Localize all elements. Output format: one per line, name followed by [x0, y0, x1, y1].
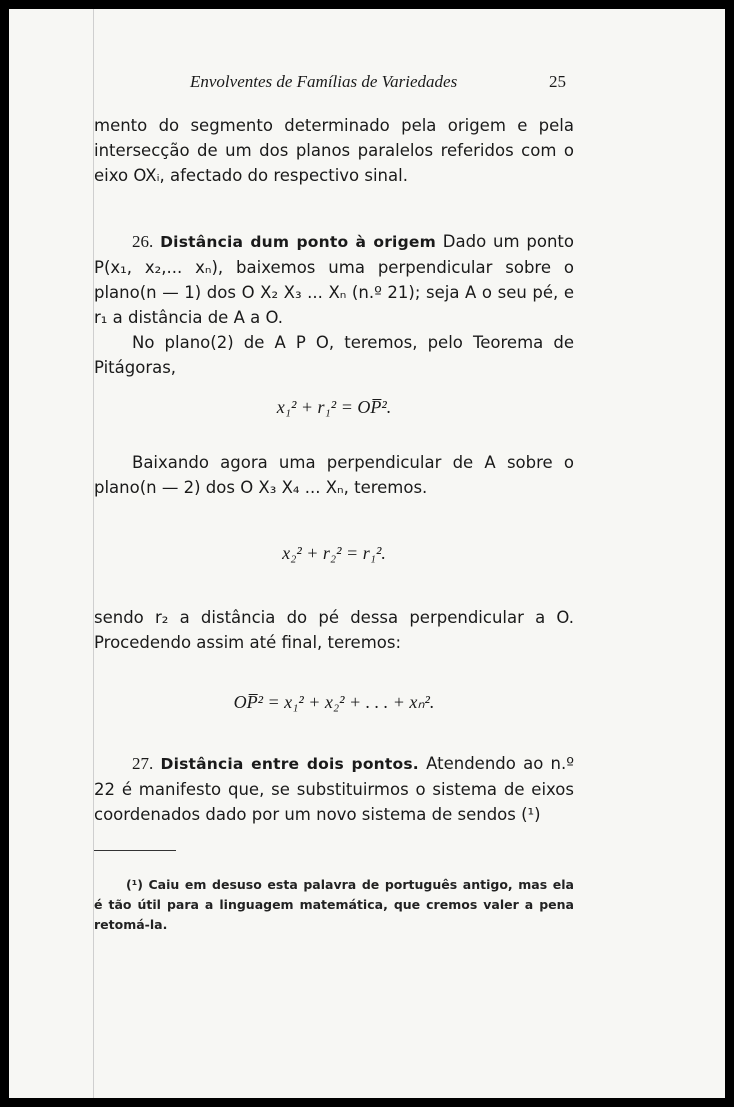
continuation-paragraph [94, 113, 574, 188]
paragraph-text: mento do segmento determinado pela origem e pela intersecção de um dos planos paralelos referidos com o eixo OXᵢ, afectado do respectivo sinal. [94, 116, 574, 185]
footnote-text: (¹) Caiu em desuso esta palavra de português antigo, mas ela é tão útil para a linguagem matemática, que cremos valer a pena retomá-la. [94, 877, 574, 932]
paragraph-block [94, 450, 574, 500]
footnote-separator [94, 850, 176, 851]
section-body: Atendendo ao n.º 22 é manifesto que, se substituirmos o sistema de eixos coordenados dado por um novo sistema de sendos (¹) [94, 754, 575, 824]
running-header [9, 72, 725, 94]
section-26 [94, 229, 574, 380]
section-body: Dado um ponto P(x₁, x₂,... xₙ), baixemos uma perpendicular sobre o plano(n — 1) dos O X₂ X₃ ... Xₙ (n.º 21); seja A o seu pé, e r₁ a distância de A a O. [94, 232, 574, 327]
paragraph-block [94, 605, 574, 655]
equation-1: x₁² + r₁² = OP̅². [276, 397, 392, 417]
equation-3: OP̅² = x₁² + x₂² + . . . + xₙ². [233, 692, 435, 712]
footnote [94, 875, 574, 935]
page-number: 25 [549, 72, 566, 91]
paragraph-text: sendo r₂ a distância do pé dessa perpendicular a O. Procedendo assim até final, teremos: [94, 608, 574, 652]
section-number: 27. [132, 754, 154, 773]
section-number: 26. [132, 232, 154, 251]
equation-2: x₂² + r₂² = r₁². [282, 543, 386, 563]
section-title: Distância dum ponto à origem [160, 233, 436, 251]
section-27-paragraph [94, 751, 574, 827]
section-title: Distância entre dois pontos. [160, 755, 419, 773]
book-page [9, 9, 725, 1098]
running-title: Envolventes de Famílias de Variedades [190, 72, 458, 91]
section-27 [94, 751, 574, 827]
paragraph-text: No plano(2) de A P O, teremos, pelo Teorema de Pitágoras, [94, 333, 574, 377]
section-26-paragraph [94, 229, 574, 330]
paragraph-text: Baixando agora uma perpendicular de A sobre o plano(n — 2) dos O X₃ X₄ ... Xₙ, teremos. [94, 453, 574, 497]
